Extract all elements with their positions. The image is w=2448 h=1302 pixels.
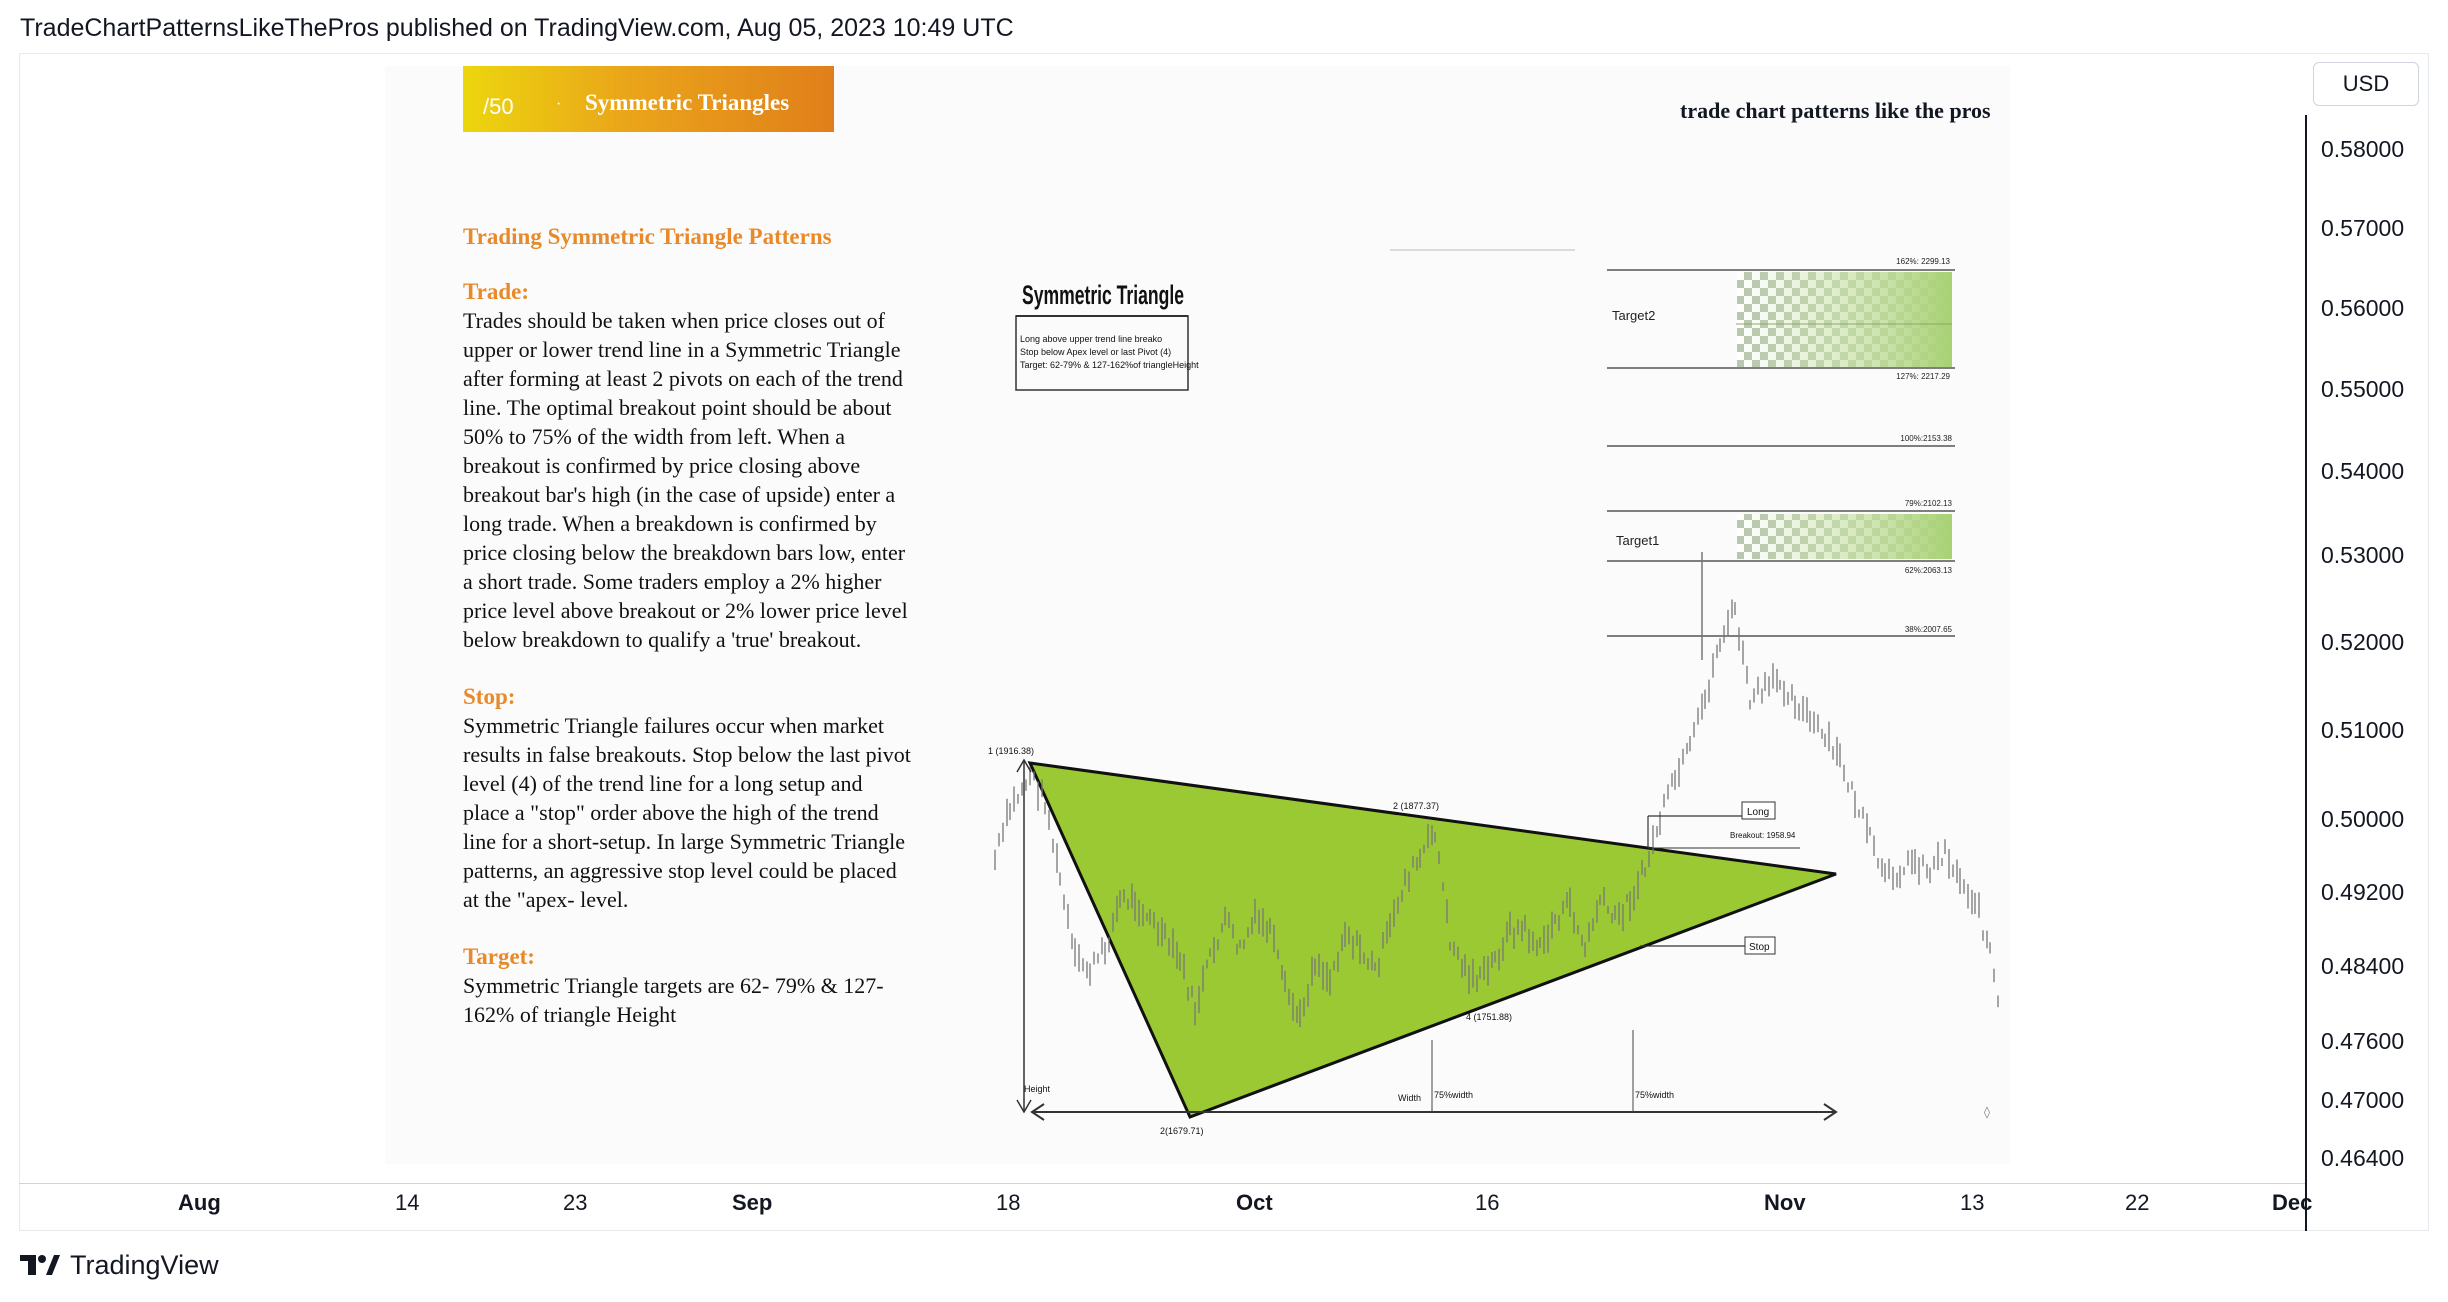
pivot-2-label: 2 (1877.37) (1393, 801, 1440, 811)
price-tick-label: 0.55000 (2321, 376, 2405, 402)
stop-label: Stop (1749, 942, 1770, 953)
price-axis-line (2305, 115, 2307, 1231)
price-tick-label: 0.51000 (2321, 717, 2405, 743)
target-paragraph: Symmetric Triangle targets are 62- 79% & 127-162% of triangle Height (463, 973, 884, 1027)
legend-line-3: Target: 62-79% & 127-162%of triangleHeight (1020, 360, 1199, 370)
diamond-marker: ◊ (1984, 1105, 1990, 1119)
price-tick-label: 0.49200 (2321, 879, 2405, 905)
price-tick-label: 0.53000 (2321, 542, 2405, 568)
time-tick-label: Aug (178, 1190, 221, 1215)
badge-separator: · (556, 96, 562, 113)
stop-paragraph: Symmetric Triangle failures occur when market results in false breakouts. Stop below the last pivot level (4) of the trend line for a long setup and place a "stop" order above the high of the trend line for a short-setup. In large Symmetric Triangle patterns, an aggressive stop level could be placed at the "apex- level. (463, 713, 911, 912)
level-127: 127%: 2217.29 (1896, 372, 1950, 381)
price-tick-label: 0.48400 (2321, 953, 2405, 979)
level-100: 100%:2153.38 (1900, 434, 1952, 443)
diagram-title: Symmetric Triangle (1022, 280, 1184, 310)
legend-line-2: Stop below Apex level or last Pivot (4) (1020, 347, 1172, 357)
tagline: trade chart patterns like the pros (1680, 98, 1991, 123)
time-tick-label: 18 (996, 1190, 1021, 1215)
pivot-4-label: 4 (1751.88) (1466, 1012, 1513, 1022)
long-label: Long (1747, 807, 1770, 818)
article-heading: Trading Symmetric Triangle Patterns (463, 224, 832, 249)
time-tick-label: 14 (395, 1190, 420, 1215)
breakout-label: Breakout: 1958.94 (1730, 831, 1796, 840)
diagram-legend (1016, 280, 1199, 390)
time-tick-label: 23 (563, 1190, 588, 1215)
width75-label-1: 75%width (1434, 1090, 1474, 1100)
price-tick-label: 0.56000 (2321, 295, 2405, 321)
level-79: 79%:2102.13 (1904, 499, 1952, 508)
price-tick-label: 0.50000 (2321, 806, 2405, 832)
height-label: Height (1024, 1084, 1051, 1094)
trade-heading: Trade: (463, 279, 530, 304)
tradingview-logo-icon (20, 1255, 60, 1277)
pivot-1-label: 1 (1916.38) (988, 746, 1035, 756)
width-label: Width (1398, 1093, 1422, 1103)
target1-label: Target1 (1616, 533, 1660, 548)
time-tick-label: 13 (1960, 1190, 1985, 1215)
target2-label: Target2 (1612, 308, 1656, 323)
level-162: 162%: 2299.13 (1896, 257, 1950, 266)
triangle-pattern (988, 746, 1836, 1136)
currency-selector[interactable]: USD (2313, 62, 2419, 106)
publication-attribution: TradeChartPatternsLikeThePros published on TradingView.com, Aug 05, 2023 10:49 UTC (20, 14, 1014, 42)
lesson-title: Symmetric Triangles (585, 90, 790, 115)
legend-line-1: Long above upper trend line breako (1020, 334, 1163, 344)
target-heading: Target: (463, 944, 535, 969)
width75-label-2: 75%width (1635, 1090, 1675, 1100)
pivot-3-label: 2(1679.71) (1160, 1126, 1204, 1136)
time-tick-label: 22 (2125, 1190, 2150, 1215)
price-tick-label: 0.54000 (2321, 458, 2405, 484)
time-tick-label: 16 (1475, 1190, 1500, 1215)
lesson-number: /50 (483, 94, 514, 119)
time-tick-label: Oct (1236, 1190, 1273, 1215)
footer-brand (20, 1250, 219, 1281)
price-tick-label: 0.52000 (2321, 629, 2405, 655)
price-tick-label: 0.47600 (2321, 1028, 2405, 1054)
level-38: 38%:2007.65 (1904, 625, 1952, 634)
time-axis-line (19, 1183, 2305, 1184)
price-tick-label: 0.46400 (2321, 1145, 2405, 1171)
price-tick-label: 0.58000 (2321, 136, 2405, 162)
footer-brand-text: TradingView (70, 1250, 219, 1280)
trade-paragraph: Trades should be taken when price closes out of upper or lower trend line in a Symmetric Triangle after forming at least 2 pivots on each of the trend line. The optimal breakout point should be about 50% to 75% of the width from left. When a breakout is confirmed by price closing above breakout bar's high (in the case of upside) enter a long trade. When a breakdown is confirmed by price closing below the breakdown bars low, enter a short trade. Some traders employ a 2% higher price level above breakout or 2% lower price level below breakdown to qualify a 'true' breakout. (463, 308, 908, 652)
price-tick-label: 0.47000 (2321, 1087, 2405, 1113)
stop-heading: Stop: (463, 684, 516, 709)
target-zones (1390, 250, 1955, 636)
level-62: 62%:2063.13 (1904, 566, 1952, 575)
price-tick-label: 0.57000 (2321, 215, 2405, 241)
time-tick-label: Sep (732, 1190, 773, 1215)
time-tick-label: Dec (2272, 1190, 2313, 1215)
time-tick-label: Nov (1764, 1190, 1806, 1215)
